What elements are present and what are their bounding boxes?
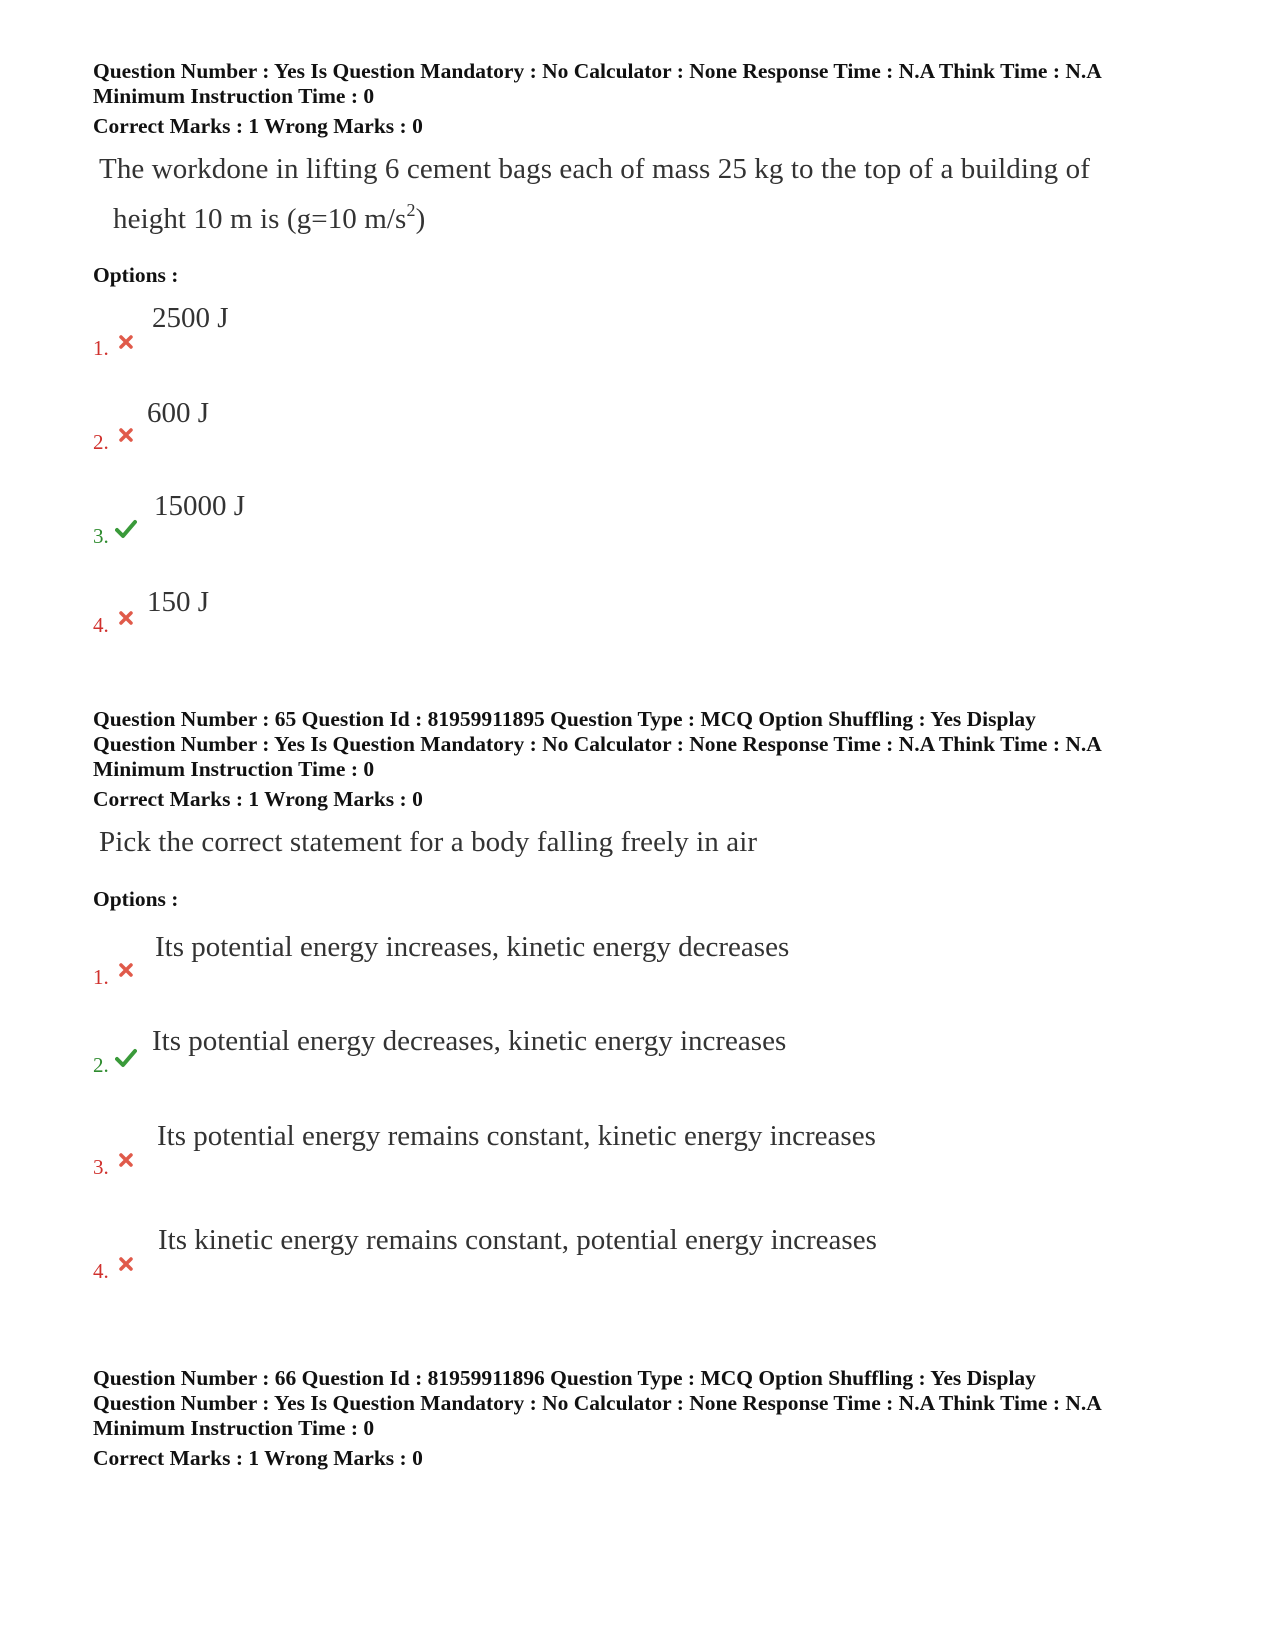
option-number: 1. [93,336,109,360]
q66-marks: Correct Marks : 1 Wrong Marks : 0 [93,1446,423,1470]
q64-option-2 [93,430,109,455]
q64-question-text-line2-pre: height 10 m is (g=10 m/s [113,203,407,235]
option-number: 1. [93,965,109,989]
option-number: 2. [93,430,109,454]
q64-option-2-text: 600 J [147,397,210,429]
q65-marks: Correct Marks : 1 Wrong Marks : 0 [93,787,423,811]
q64-option-3 [93,524,109,549]
q65-option-4-text: Its kinetic energy remains constant, potential energy increases [158,1224,877,1256]
q65-meta-line3: Minimum Instruction Time : 0 [93,757,375,781]
cross-icon [118,1256,134,1272]
q64-marks: Correct Marks : 1 Wrong Marks : 0 [93,114,423,138]
q65-option-2-text: Its potential energy decreases, kinetic energy increases [152,1025,787,1057]
q64-option-1-text: 2500 J [152,302,229,334]
q64-option-4 [93,613,109,638]
q65-option-1 [93,965,109,990]
q65-option-3-text: Its potential energy remains constant, kinetic energy increases [157,1120,876,1152]
q65-option-4 [93,1259,109,1284]
q65-question-text: Pick the correct statement for a body falling freely in air [99,826,758,858]
option-number: 2. [93,1053,109,1077]
q65-option-3 [93,1155,109,1180]
q64-meta-line3: Minimum Instruction Time : 0 [93,84,375,108]
cross-icon [118,610,134,626]
q64-meta-line2: Question Number : Yes Is Question Mandatory : No Calculator : None Response Time : N.A Think Time : N.A [93,59,1102,83]
q64-option-4-text: 150 J [147,586,210,618]
option-number: 3. [93,1155,109,1179]
q64-options-label: Options : [93,263,179,287]
q66-meta-line3: Minimum Instruction Time : 0 [93,1416,375,1440]
cross-icon [118,334,134,350]
q64-question-text-superscript: 2 [406,200,416,220]
q65-option-2 [93,1053,109,1078]
q64-option-3-text: 15000 J [154,490,246,522]
q65-option-1-text: Its potential energy increases, kinetic energy decreases [155,931,790,963]
q65-meta-line2: Question Number : Yes Is Question Mandatory : No Calculator : None Response Time : N.A Think Time : N.A [93,732,1102,756]
q64-option-1 [93,336,109,361]
q64-question-text-line2-post: ) [415,203,426,235]
option-number: 3. [93,524,109,548]
option-number: 4. [93,1259,109,1283]
q66-meta-line2: Question Number : Yes Is Question Mandatory : No Calculator : None Response Time : N.A Think Time : N.A [93,1391,1102,1415]
q65-meta-line1: Question Number : 65 Question Id : 81959911895 Question Type : MCQ Option Shuffling : Yes Display [93,707,1036,731]
q66-meta-line1: Question Number : 66 Question Id : 81959911896 Question Type : MCQ Option Shuffling : Yes Display [93,1366,1036,1390]
cross-icon [118,427,134,443]
check-icon [115,519,137,539]
q64-question-text-line1: The workdone in lifting 6 cement bags each of mass 25 kg to the top of a building of [99,153,1090,185]
cross-icon [118,962,134,978]
option-number: 4. [93,613,109,637]
q65-options-label: Options : [93,887,179,911]
check-icon [115,1048,137,1068]
cross-icon [118,1152,134,1168]
q64-question-text-line2 [113,200,426,236]
